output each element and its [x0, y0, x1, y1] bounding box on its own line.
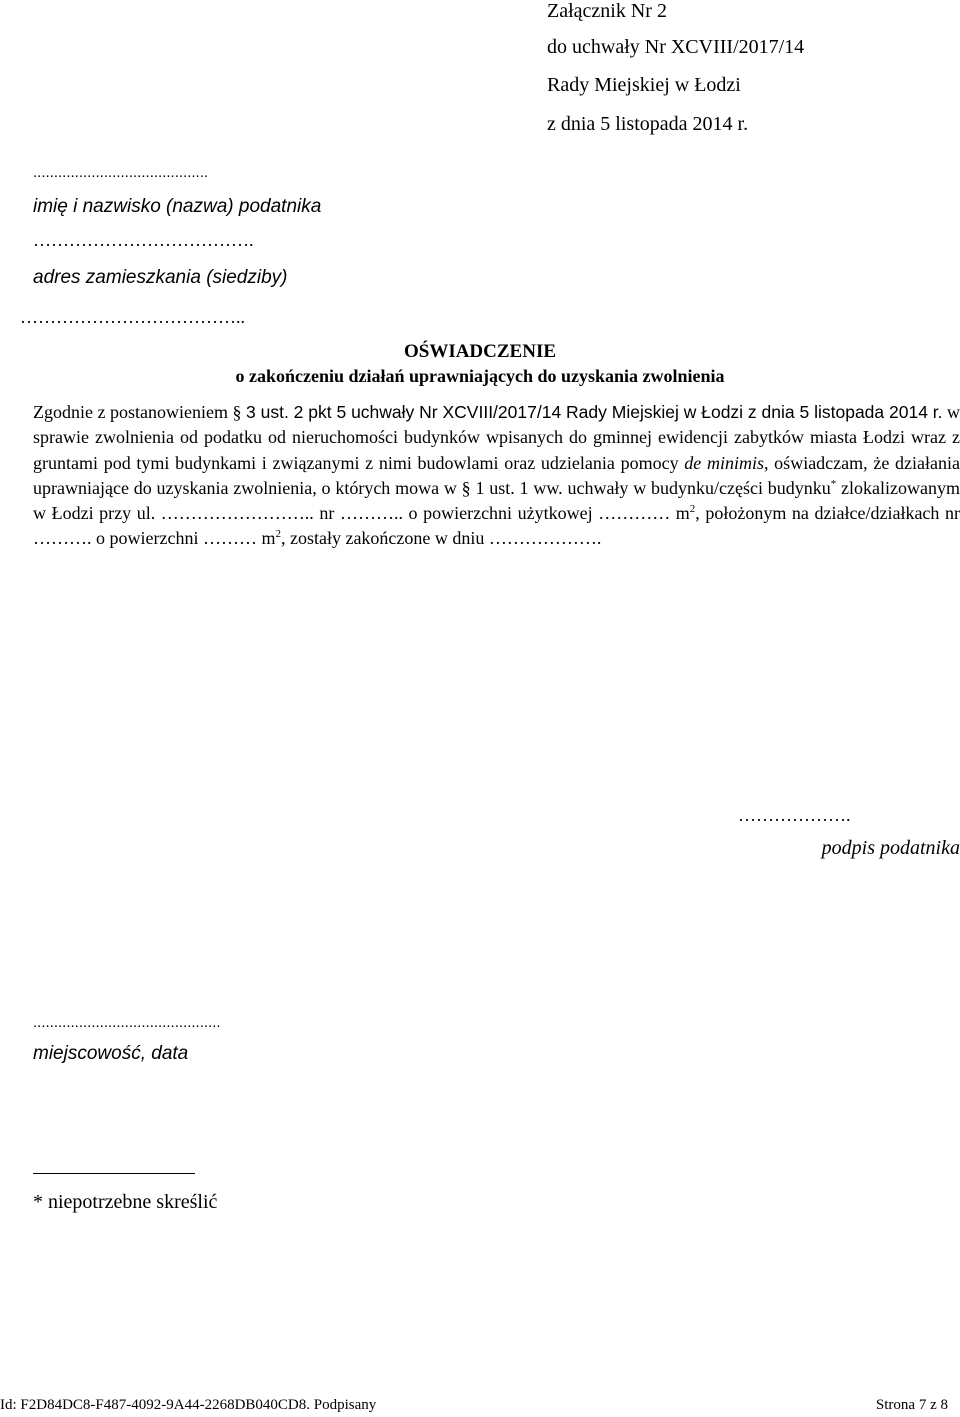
document-id: Id: F2D84DC8-F487-4092-9A44-2268DB040CD8. Podpisany — [0, 1397, 377, 1413]
taxpayer-address-label: adres zamieszkania (siedziby) — [33, 267, 288, 288]
body-part-7: , położonym na działce/działkach nr ………. o powierzchni ……… m — [33, 503, 960, 549]
taxpayer-name-label: imię i nazwisko (nazwa) podatnika — [33, 196, 322, 217]
taxpayer-name-field[interactable]: .......................................... — [33, 164, 209, 181]
signature-label: podpis podatnika — [821, 837, 960, 859]
place-date-field[interactable]: ............................................. — [33, 1014, 221, 1031]
document-subtitle: o zakończeniu działań uprawniających do uzyskania zwolnienia — [235, 366, 725, 386]
resolution-number: do uchwały Nr XCVIII/2017/14 — [547, 36, 805, 58]
body-part-2: 3 ust. 2 pkt 5 uchwały Nr XCVIII/2017/14 Rady Miejskiej w Łodzi z dnia 5 listopada 2014 r. — [246, 402, 943, 422]
superscript-2a: 2 — [689, 503, 696, 516]
body-part-1: Zgodnie z postanowieniem — [33, 402, 228, 422]
body-part-3: w sprawie zwolnienia od podatku od nieruchomości budynków wpisanych do gminnej ewidencji zabytków miasta Łodzi wraz z gruntami pod tymi budynkami i związanymi z nimi budowlami oraz udzielania pomocy — [33, 402, 960, 473]
page-number: Strona 7 z 8 — [875, 1397, 948, 1413]
body-latin-term: de minimis — [684, 452, 764, 473]
resolution-date: z dnia 5 listopada 2014 r. — [547, 113, 749, 135]
footnote-text: * niepotrzebne skreślić — [33, 1191, 218, 1213]
section-sign-2: § — [461, 477, 471, 498]
council-name: Rady Miejskiej w Łodzi — [547, 74, 741, 96]
signature-field[interactable]: ………………. — [738, 805, 851, 825]
annex-number: Załącznik Nr 2 — [547, 0, 667, 22]
taxpayer-address-field[interactable]: ………………………………. — [33, 230, 254, 250]
superscript-2b: 2 — [275, 528, 281, 541]
place-date-label: miejscowość, data — [33, 1043, 189, 1064]
section-sign: § — [232, 402, 242, 422]
body-part-6: zlokalizowanym w Łodzi przy ul. …………………….. nr ……….. o powierzchni użytkowej ………… m — [33, 477, 960, 524]
footnote-separator — [33, 1173, 195, 1174]
asterisk-mark: * — [830, 477, 837, 490]
body-part-8: , zostały zakończone w dniu ………………. — [280, 528, 602, 549]
document-title: OŚWIADCZENIE — [403, 341, 557, 362]
extra-dotted-field[interactable]: ……………………………….. — [20, 307, 245, 327]
declaration-paragraph — [33, 400, 960, 552]
body-part-5: 1 ust. 1 ww. uchwały w budynku/części budynku — [475, 477, 831, 498]
body-part-4: , oświadczam, że działania uprawniające do uzyskania zwolnienia, o których mowa w — [33, 452, 960, 498]
